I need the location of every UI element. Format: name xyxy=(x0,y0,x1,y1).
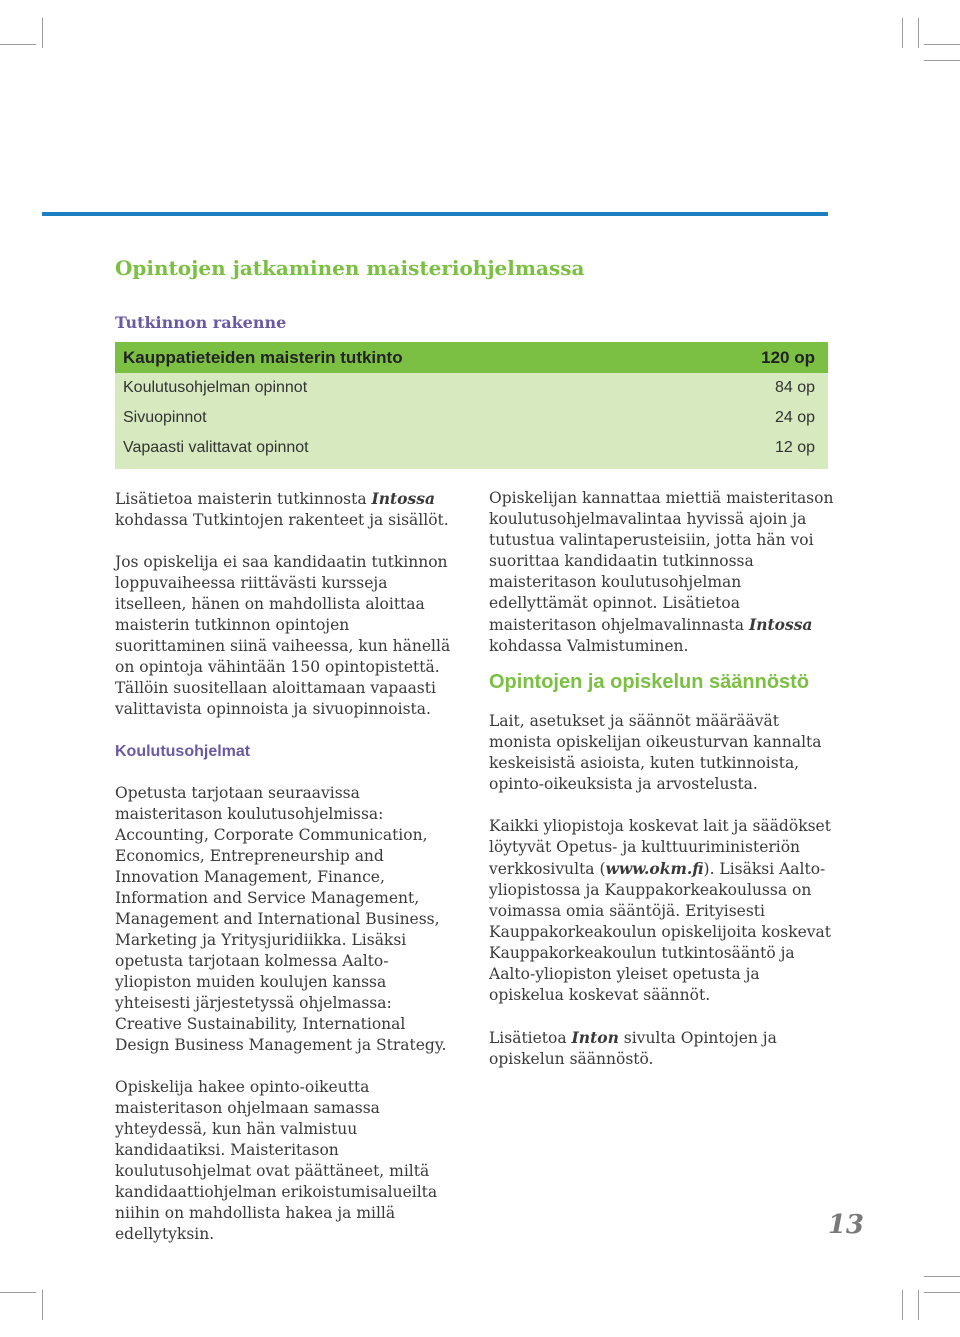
rules-heading: Opintojen ja opiskelun säännöstö xyxy=(489,671,810,693)
table-row xyxy=(115,433,828,463)
table-row xyxy=(115,403,828,433)
left-column xyxy=(115,488,460,1245)
crop-mark xyxy=(924,60,960,61)
crop-mark xyxy=(902,1290,903,1320)
degree-structure-table xyxy=(115,342,828,469)
degree-name: Kauppatieteiden maisterin tutkinto xyxy=(123,347,403,367)
row-label: Vapaasti valittavat opinnot xyxy=(123,439,309,456)
rules-paragraph: Lait, asetukset ja säännöt määräävät monista opiskelijan oikeusturvan kannalta keskeisistä asioista, kuten tutkinnoista, opinto-oikeuksista ja arvostelusta. xyxy=(489,712,822,793)
row-label: Sivuopinnot xyxy=(123,409,207,426)
row-credits: 84 op xyxy=(774,379,815,396)
apply-paragraph: Opiskelija hakee opinto-oikeutta maisteritason ohjelmaan samassa yhteydessä, kun hän valmistuu kandidaatiksi. Maisteritason koulutusohjelmat ovat päättäneet, miltä kandidaattiohjelman erikoistumisalueilta niihin on mahdollista hakea ja millä edellytyksin. xyxy=(115,1078,438,1243)
crop-mark xyxy=(42,1290,43,1320)
row-credits: 12 op xyxy=(774,439,815,456)
intro-paragraph: Lisätietoa maisterin tutkinnosta Intossa kohdassa Tutkintojen rakenteet ja sisällöt. xyxy=(115,489,449,529)
crop-mark xyxy=(918,18,919,48)
bachelor-paragraph: Jos opiskelija ei saa kandidaatin tutkinnon loppuvaiheessa riittävästi kursseja itselleen, hänen on mahdollista aloittaa maisterin tutkinnon opintojen suorittaminen siinä vaiheessa, kun hänellä on opintoja vähintään 150 opintopistettä. Tällöin suositellaan aloittamaan vapaasti valittavista opinnoista ja sivuopinnoista. xyxy=(115,553,451,718)
choice-paragraph: Opiskelijan kannattaa miettiä maisteritason koulutusohjelmavalintaa hyvissä ajoin ja tutustua valintaperusteisiin, jotta hän voi suorittaa kandidaatin tutkinnossa maisteritason koulutusohjelman edellyttämät opinnot. Lisätietoa maisteritason ohjelmavalinnasta Intossa kohdassa Valmistuminen. xyxy=(489,489,834,655)
page-title: Opintojen jatkaminen maisteriohjelmassa xyxy=(115,256,585,280)
programs-paragraph: Opetusta tarjotaan seuraavissa maisteritason koulutusohjelmissa: Accounting, Corporate Communication, Economics, Entrepreneurship and Innovation Management, Finance, Information and Service Management, Management and International Business, Marketing ja Yritysjuridiikka. Lisäksi opetusta tarjotaan kolmessa Aalto-yliopiston muiden koulujen kanssa yhteisesti järjestetyssä ohjelmassa: Creative Sustainability, International Design Business Management ja Strategy. xyxy=(115,784,447,1054)
degree-credits: 120 op xyxy=(761,347,815,367)
row-credits: 24 op xyxy=(774,409,815,426)
crop-mark xyxy=(924,44,960,45)
laws-paragraph: Kaikki yliopistoja koskevat lait ja säädökset löytyvät Opetus- ja kulttuuriministeriön verkkosivulta (www.okm.fi). Lisäksi Aalto-yliopistossa ja Kauppakorkeakoulussa on voimassa omia sääntöjä. Erityisesti Kauppakorkeakoulun opiskelijoita koskevat Kauppakorkeakoulun tutkintosääntö ja Aalto-yliopiston yleiset opetusta ja opiskelua koskevat säännöt. xyxy=(489,817,831,1004)
structure-heading: Tutkinnon rakenne xyxy=(115,313,287,332)
row-label: Koulutusohjelman opinnot xyxy=(123,379,308,396)
crop-mark xyxy=(42,18,43,48)
page-number: 13 xyxy=(827,1210,864,1240)
programs-heading: Koulutusohjelmat xyxy=(115,743,251,760)
right-column xyxy=(489,488,834,1070)
more-info-paragraph: Lisätietoa Inton sivulta Opintojen ja opiskelun säännöstö. xyxy=(489,1028,777,1068)
crop-mark xyxy=(0,1292,36,1293)
okm-link[interactable]: www.okm.fi xyxy=(605,859,704,878)
crop-mark xyxy=(0,44,36,45)
crop-mark xyxy=(924,1276,960,1277)
table-header-row xyxy=(115,342,828,373)
header-rule xyxy=(42,212,828,216)
table-row xyxy=(115,373,828,403)
crop-mark xyxy=(918,1290,919,1320)
crop-mark xyxy=(902,18,903,48)
crop-mark xyxy=(924,1292,960,1293)
